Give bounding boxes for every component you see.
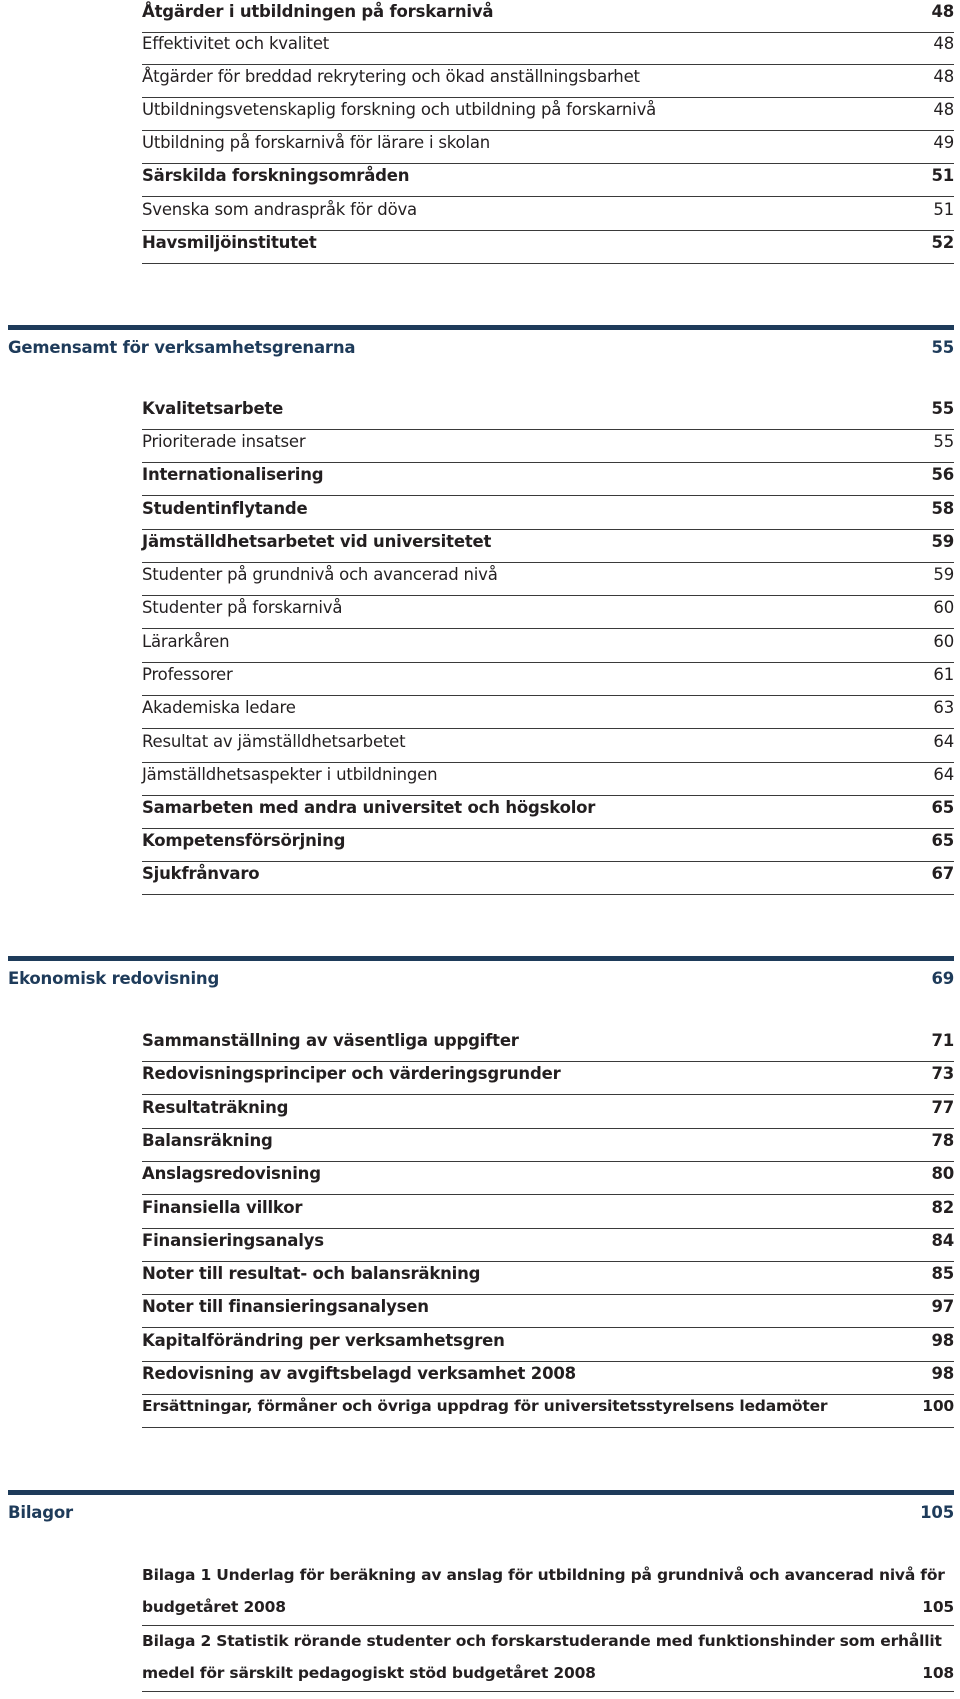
toc-entry[interactable] bbox=[142, 1162, 954, 1195]
toc-entry[interactable] bbox=[142, 1062, 954, 1095]
toc-entry-title-continued: budgetåret 2008 bbox=[142, 1598, 286, 1616]
toc-entry-title: Jämställdhetsaspekter i utbildningen bbox=[142, 765, 438, 784]
toc-entry-title: Noter till resultat- och balansräkning bbox=[142, 1264, 481, 1283]
toc-entry-page: 48 bbox=[931, 2, 954, 21]
toc-section-page: 105 bbox=[920, 1503, 954, 1522]
toc-entry-page: 56 bbox=[931, 465, 954, 484]
toc-entry-title: Samarbeten med andra universitet och högskolor bbox=[142, 798, 596, 817]
toc-entry[interactable] bbox=[142, 98, 954, 131]
toc-entry-title: Kvalitetsarbete bbox=[142, 399, 284, 418]
toc-entry-title: Balansräkning bbox=[142, 1131, 273, 1150]
toc-entry-page: 98 bbox=[931, 1331, 954, 1350]
toc-entry[interactable] bbox=[142, 630, 954, 663]
toc-section[interactable] bbox=[8, 1490, 954, 1530]
toc-entry-page: 73 bbox=[931, 1064, 954, 1083]
toc-entry[interactable] bbox=[142, 1262, 954, 1295]
toc-section-page: 69 bbox=[931, 969, 954, 988]
toc-entry-page: 63 bbox=[933, 698, 954, 717]
toc-entry-page: 51 bbox=[931, 166, 954, 185]
toc-entry-page: 59 bbox=[933, 565, 954, 584]
toc-section-page: 55 bbox=[931, 338, 954, 357]
toc-entry[interactable] bbox=[142, 497, 954, 530]
toc-entry[interactable] bbox=[142, 1395, 954, 1428]
toc-entry[interactable] bbox=[142, 796, 954, 829]
toc-section-title: Bilagor bbox=[8, 1503, 73, 1522]
toc-entry-page: 48 bbox=[933, 34, 954, 53]
toc-entry-page: 60 bbox=[933, 598, 954, 617]
toc-entry-page: 51 bbox=[933, 200, 954, 219]
toc-entry-title: Redovisning av avgiftsbelagd verksamhet 2008 bbox=[142, 1364, 576, 1383]
toc-entry[interactable] bbox=[142, 829, 954, 862]
toc-entry-title: Åtgärder för breddad rekrytering och ökad anställningsbarhet bbox=[142, 67, 640, 86]
toc-entry[interactable] bbox=[142, 32, 954, 65]
toc-entry-page: 48 bbox=[933, 100, 954, 119]
toc-entry-title: Noter till finansieringsanalysen bbox=[142, 1297, 429, 1316]
toc-entry-title: Studenter på grundnivå och avancerad nivå bbox=[142, 565, 498, 584]
toc-entry-title: Särskilda forskningsområden bbox=[142, 166, 410, 185]
toc-entry[interactable] bbox=[142, 730, 954, 763]
toc-entry-page: 59 bbox=[931, 532, 954, 551]
toc-entry-page: 97 bbox=[931, 1297, 954, 1316]
toc-entry-page: 49 bbox=[933, 133, 954, 152]
toc-entry[interactable] bbox=[142, 0, 954, 33]
toc-entry[interactable] bbox=[142, 1628, 954, 1692]
toc-section-title: Gemensamt för verksamhetsgrenarna bbox=[8, 338, 356, 357]
toc-entry-title: Anslagsredovisning bbox=[142, 1164, 321, 1183]
toc-entry-title: Internationalisering bbox=[142, 465, 324, 484]
toc-entry-page: 108 bbox=[922, 1664, 954, 1682]
toc-entry-title: Lärarkåren bbox=[142, 632, 230, 651]
toc-entry[interactable] bbox=[142, 430, 954, 463]
toc-entry-title: Sammanställning av väsentliga uppgifter bbox=[142, 1031, 519, 1050]
toc-entry[interactable] bbox=[142, 862, 954, 895]
toc-entry-title: Studenter på forskarnivå bbox=[142, 598, 343, 617]
toc-entry-page: 55 bbox=[933, 432, 954, 451]
toc-entry-title: Bilaga 1 Underlag för beräkning av anslag för utbildning på grundnivå och avancerad nivå för bbox=[142, 1566, 945, 1584]
toc-entry-page: 105 bbox=[922, 1598, 954, 1616]
toc-entry-title: Professorer bbox=[142, 665, 233, 684]
toc-entry-title: Jämställdhetsarbetet vid universitetet bbox=[142, 532, 492, 551]
toc-section[interactable] bbox=[8, 956, 954, 996]
toc-entry-title: Kapitalförändring per verksamhetsgren bbox=[142, 1331, 505, 1350]
toc-entry-page: 78 bbox=[931, 1131, 954, 1150]
toc-entry-page: 55 bbox=[931, 399, 954, 418]
toc-entry-page: 80 bbox=[931, 1164, 954, 1183]
toc-entry-title: Resultaträkning bbox=[142, 1098, 289, 1117]
toc-entry[interactable] bbox=[142, 1196, 954, 1229]
toc-entry[interactable] bbox=[142, 1295, 954, 1328]
toc-entry-title: Havsmiljöinstitutet bbox=[142, 233, 317, 252]
toc-entry[interactable] bbox=[142, 1029, 954, 1062]
toc-entry[interactable] bbox=[142, 397, 954, 430]
toc-entry-page: 71 bbox=[931, 1031, 954, 1050]
toc-entry-title: Prioriterade insatser bbox=[142, 432, 306, 451]
toc-entry-page: 48 bbox=[933, 67, 954, 86]
toc-entry[interactable] bbox=[142, 198, 954, 231]
toc-entry-page: 60 bbox=[933, 632, 954, 651]
toc-entry-title: Bilaga 2 Statistik rörande studenter och forskarstuderande med funktionshinder som erhållit bbox=[142, 1632, 942, 1650]
toc-entry-title: Kompetensförsörjning bbox=[142, 831, 346, 850]
toc-entry-page: 67 bbox=[931, 864, 954, 883]
toc-section[interactable] bbox=[8, 325, 954, 365]
toc-entry-title: Redovisningsprinciper och värderingsgrunder bbox=[142, 1064, 561, 1083]
toc-entry-title: Resultat av jämställdhetsarbetet bbox=[142, 732, 406, 751]
toc-entry-title: Utbildning på forskarnivå för lärare i skolan bbox=[142, 133, 491, 152]
toc-entry[interactable] bbox=[142, 65, 954, 98]
toc-entry-title: Sjukfrånvaro bbox=[142, 864, 260, 883]
toc-entry-title: Finansiella villkor bbox=[142, 1198, 303, 1217]
toc-entry[interactable] bbox=[142, 1362, 954, 1395]
toc-entry[interactable] bbox=[142, 1096, 954, 1129]
toc-entry[interactable] bbox=[142, 1562, 954, 1626]
toc-entry-title: Åtgärder i utbildningen på forskarnivå bbox=[142, 2, 494, 21]
toc-entry-page: 77 bbox=[931, 1098, 954, 1117]
toc-entry-page: 82 bbox=[931, 1198, 954, 1217]
toc-entry[interactable] bbox=[142, 1129, 954, 1162]
toc-entry[interactable] bbox=[142, 463, 954, 496]
toc-entry-page: 84 bbox=[931, 1231, 954, 1250]
toc-entry-page: 64 bbox=[933, 765, 954, 784]
toc-entry-page: 100 bbox=[922, 1397, 954, 1415]
toc-entry[interactable] bbox=[142, 696, 954, 729]
toc-entry-page: 61 bbox=[933, 665, 954, 684]
toc-entry-page: 52 bbox=[931, 233, 954, 252]
toc-entry[interactable] bbox=[142, 1329, 954, 1362]
toc-entry-page: 65 bbox=[931, 798, 954, 817]
toc-entry[interactable] bbox=[142, 763, 954, 796]
toc-entry-page: 65 bbox=[931, 831, 954, 850]
toc-entry-page: 64 bbox=[933, 732, 954, 751]
toc-entry[interactable] bbox=[142, 563, 954, 596]
toc-section-title: Ekonomisk redovisning bbox=[8, 969, 220, 988]
toc-entry[interactable] bbox=[142, 1229, 954, 1262]
toc-entry-title: Akademiska ledare bbox=[142, 698, 296, 717]
toc-entry[interactable] bbox=[142, 530, 954, 563]
toc-entry-title: Svenska som andraspråk för döva bbox=[142, 200, 417, 219]
toc-entry-page: 85 bbox=[931, 1264, 954, 1283]
toc-entry-title: Ersättningar, förmåner och övriga uppdrag för universitetsstyrelsens ledamöter bbox=[142, 1397, 828, 1415]
toc-entry-title: Studentinflytande bbox=[142, 499, 308, 518]
toc-entry-page: 98 bbox=[931, 1364, 954, 1383]
toc-entry[interactable] bbox=[142, 596, 954, 629]
toc-entry[interactable] bbox=[142, 164, 954, 197]
toc-entry[interactable] bbox=[142, 663, 954, 696]
toc-entry-title-continued: medel för särskilt pedagogiskt stöd budgetåret 2008 bbox=[142, 1664, 596, 1682]
toc-entry-title: Utbildningsvetenskaplig forskning och utbildning på forskarnivå bbox=[142, 100, 657, 119]
toc-entry-page: 58 bbox=[931, 499, 954, 518]
toc-entry[interactable] bbox=[142, 131, 954, 164]
toc-entry-title: Finansieringsanalys bbox=[142, 1231, 324, 1250]
toc-entry[interactable] bbox=[142, 231, 954, 264]
toc-entry-title: Effektivitet och kvalitet bbox=[142, 34, 330, 53]
